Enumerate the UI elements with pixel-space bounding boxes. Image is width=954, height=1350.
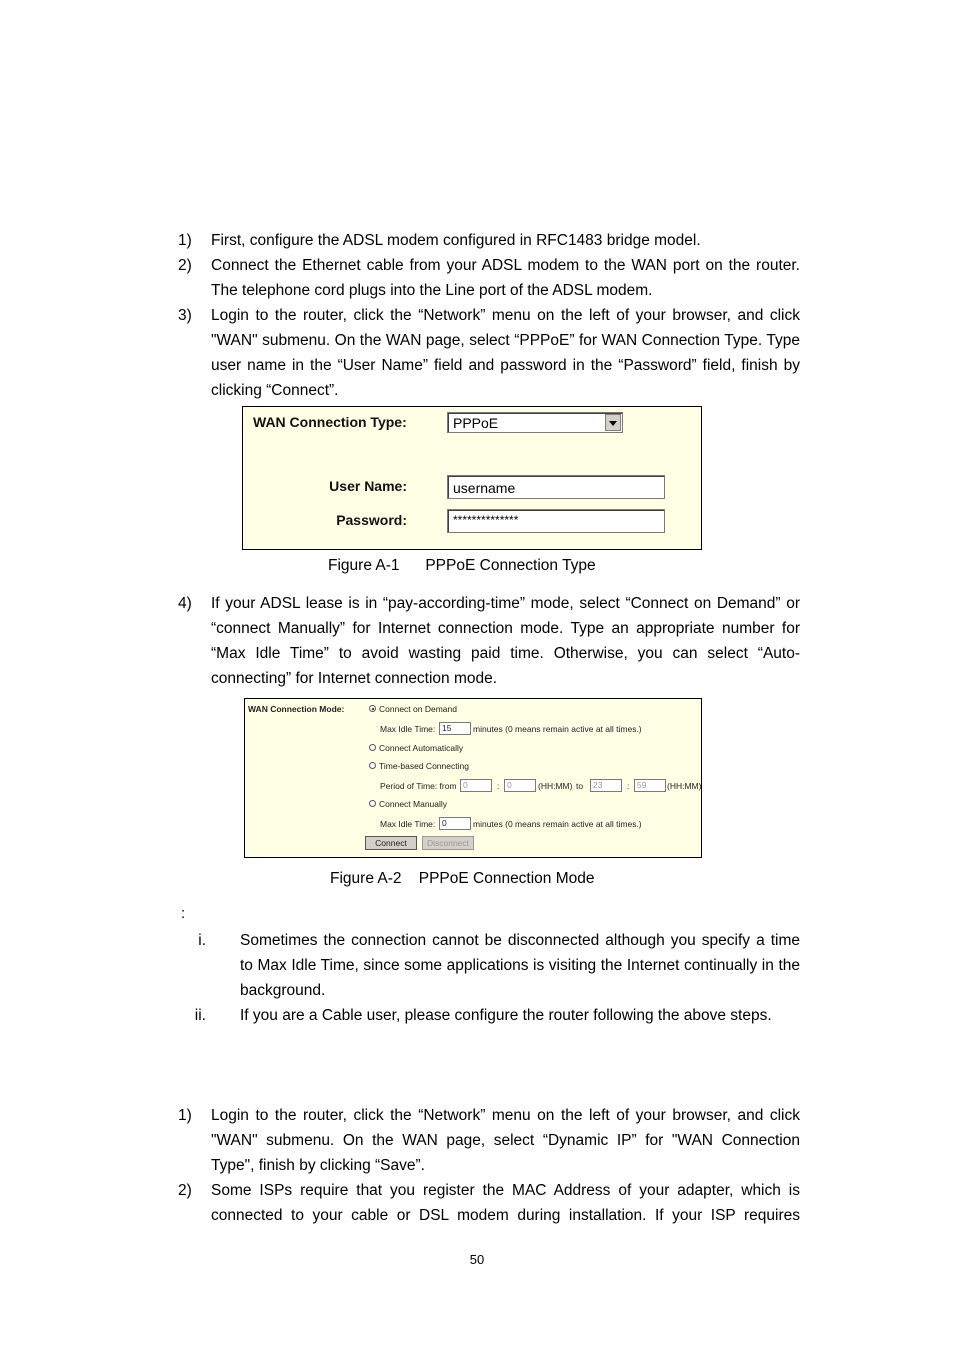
colon-separator: : [627,781,630,791]
max-idle-input[interactable]: 0 [439,817,471,830]
step-item [178,228,800,253]
step-number: 1) [178,232,192,249]
step-text: Some ISPs require that you register the MAC Address of your adapter, which is connected to your cable or DSL modem during installation. If your ISP requires [211,1182,800,1224]
wan-type-label: WAN Connection Type: [253,414,407,430]
step-text: First, configure the ADSL modem configured in RFC1483 bridge model. [211,232,701,249]
step-item [178,591,800,691]
max-idle-label: Max Idle Time: [380,724,436,734]
mode-label: WAN Connection Mode: [248,704,345,714]
step-item [178,1103,800,1178]
step-item [178,253,800,303]
chevron-down-icon[interactable] [605,414,621,431]
step-number: 4) [178,595,192,612]
note-number: ii. [194,1007,206,1024]
figure-caption: Figure A-1 PPPoE Connection Type [328,557,596,574]
step-text: Login to the router, click the “Network” menu on the left of your browser, and click "WAN" submenu. On the WAN page, select “PPPoE” for WAN Connection Type. Type user name in the “User Name” field and password in the “Password” field, finish by clicking “Connect”. [211,307,800,399]
note-number: i. [198,932,206,949]
hhmm-hint: (HH:MM) [538,781,573,791]
max-idle-note: minutes (0 means remain active at all times.) [473,724,642,734]
opt-auto-label: Connect Automatically [379,743,464,753]
step-number: 2) [178,1182,192,1199]
password-label: Password: [336,512,407,528]
period-label: Period of Time: from [380,781,457,791]
to-hour-input[interactable]: 23 [590,779,622,792]
username-label: User Name: [329,478,407,494]
to-label: to [576,781,584,791]
step-text: Connect the Ethernet cable from your ADSL modem to the WAN port on the router. The telephone cord plugs into the Line port of the ADSL modem. [211,257,800,299]
figure-pppoe-connection-mode [244,698,702,858]
radio-connect-manually[interactable] [369,800,376,807]
username-field[interactable]: username [447,475,665,499]
wan-type-value: PPPoE [453,415,499,431]
step-number: 3) [178,307,192,324]
connect-button[interactable]: Connect [365,836,417,850]
radio-connect-automatically[interactable] [369,744,376,751]
colon-separator: : [497,781,500,791]
note-item [178,1003,800,1028]
note-colon: : [181,905,186,922]
disconnect-button[interactable]: Disconnect [422,836,474,850]
from-minute-input[interactable]: 0 [504,779,536,792]
step-number: 1) [178,1107,192,1124]
radio-time-based[interactable] [369,762,376,769]
step-text: Login to the router, click the “Network” menu on the left of your browser, and click "WAN" submenu. On the WAN page, select “Dynamic IP” for "WAN Connection Type", finish by clicking “Save”. [211,1107,800,1174]
wan-type-select[interactable] [447,412,623,433]
step-item [178,1178,800,1228]
opt-manual-label: Connect Manually [379,799,448,809]
password-field[interactable]: ************** [447,509,665,533]
figure-pppoe-connection-type [242,406,702,550]
page-number: 50 [469,1252,485,1267]
hhmm-hint: (HH:MM) [667,781,702,791]
note-text: Sometimes the connection cannot be disconnected although you specify a time to Max Idle Time, since some applications is visiting the Internet continually in the background. [240,932,800,999]
step-item [178,303,800,403]
from-hour-input[interactable]: 0 [460,779,492,792]
note-text: If you are a Cable user, please configure the router following the above steps. [240,1007,772,1024]
radio-connect-on-demand[interactable] [369,705,376,712]
figure-caption: Figure A-2 PPPoE Connection Mode [330,870,595,887]
step-number: 2) [178,257,192,274]
opt-demand-label: Connect on Demand [379,704,457,714]
note-item [178,928,800,1003]
to-minute-input[interactable]: 59 [634,779,666,792]
step-text: If your ADSL lease is in “pay-according-time” mode, select “Connect on Demand” or “connect Manually” for Internet connection mode. Type an appropriate number for “Max Idle Time” to avoid wasting paid time. Otherwise, you can select “Auto-connecting” for Internet connection mode. [211,595,800,687]
opt-time-label: Time-based Connecting [379,761,469,771]
max-idle-note: minutes (0 means remain active at all times.) [473,819,642,829]
max-idle-input[interactable]: 15 [439,722,471,735]
max-idle-label: Max Idle Time: [380,819,436,829]
